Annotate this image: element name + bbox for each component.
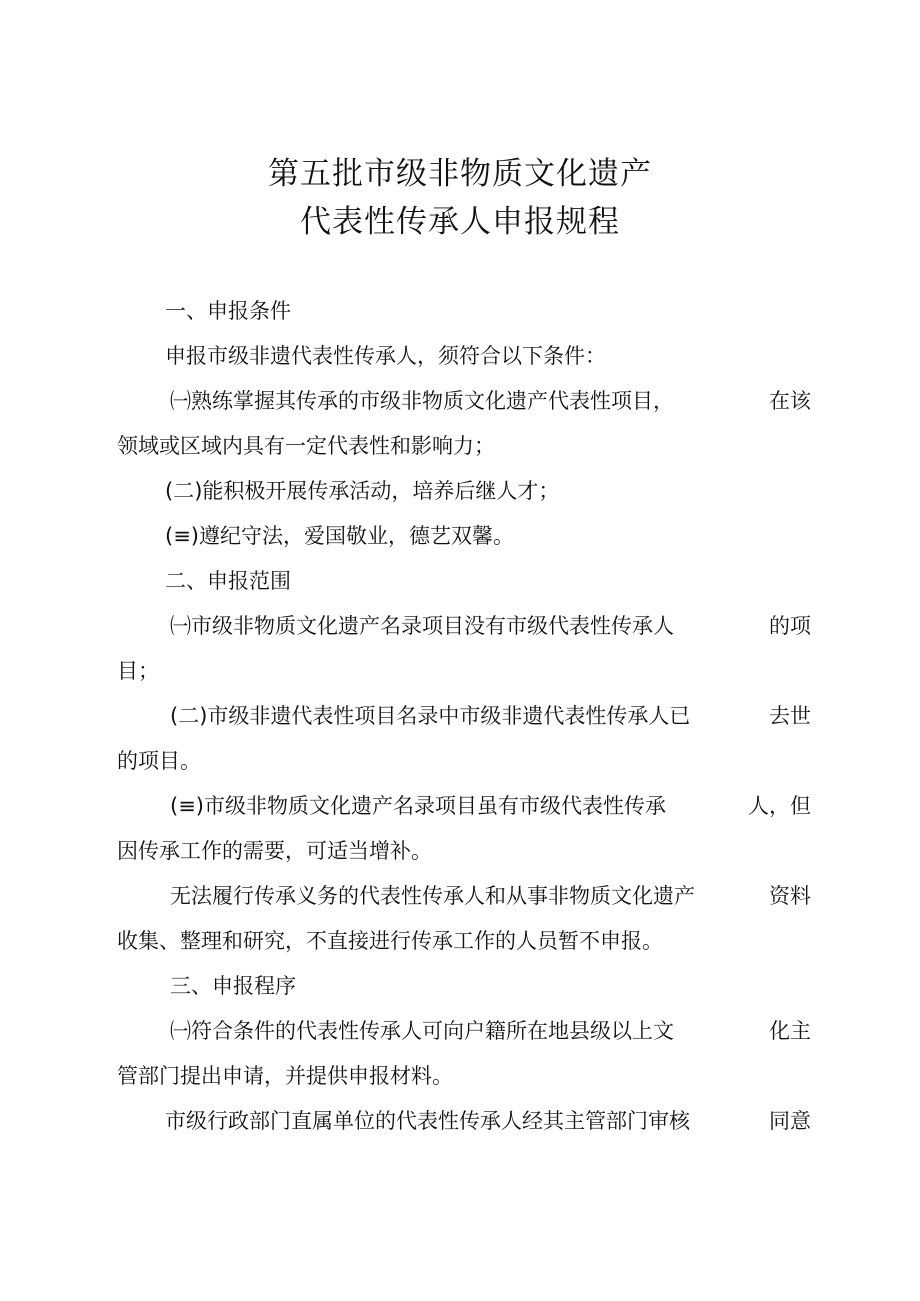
condition-3: (≡)遵纪守法，爱国敬业，德艺双馨。 [165, 524, 514, 548]
scope-2-continuation: 的项目。 [117, 749, 201, 773]
scope-1-text-end: 的项 [769, 614, 811, 638]
condition-1-line [117, 386, 811, 416]
scope-3-text: (≡)市级非物质文化遗产名录项目虽有市级代表性传承 [170, 794, 666, 818]
scope-3-line [117, 791, 811, 821]
procedure-1-text-end: 化主 [769, 1019, 811, 1043]
exclusion-continuation: 收集、整理和研究，不直接进行传承工作的人员暂不申报。 [117, 929, 663, 953]
scope-2-line [117, 701, 811, 731]
paragraph-intro: 申报市级非遗代表性传承人，须符合以下条件： [165, 344, 606, 368]
scope-2-text-end: 去世 [769, 704, 811, 728]
section-heading-scope: 二、申报范围 [165, 569, 291, 593]
scope-1-text: ㈠市级非物质文化遗产名录项目没有市级代表性传承人 [170, 614, 674, 638]
section-heading-procedure: 三、申报程序 [170, 974, 296, 998]
condition-1-continuation: 领域或区域内具有一定代表性和影响力； [117, 434, 495, 458]
scope-2-text: (二)市级非遗代表性项目名录中市级非遗代表性传承人已 [170, 704, 691, 728]
scope-1-line [117, 611, 811, 641]
exclusion-text: 无法履行传承义务的代表性传承人和从事非物质文化遗产 [170, 884, 695, 908]
procedure-2-line [117, 1106, 811, 1136]
scope-3-text-end: 人，但 [748, 794, 811, 818]
document-title-line-1: 第五批市级非物质文化遗产 [268, 156, 652, 192]
document-title-line-2: 代表性传承人申报规程 [300, 204, 620, 240]
exclusion-text-end: 资料 [769, 884, 811, 908]
procedure-1-line [117, 1016, 811, 1046]
scope-3-continuation: 因传承工作的需要，可适当增补。 [117, 839, 432, 863]
condition-1-text: ㈠熟练掌握其传承的市级非物质文化遗产代表性项目， [170, 389, 674, 413]
condition-2: (二)能积极开展传承活动，培养后继人才； [165, 479, 560, 503]
section-heading-conditions: 一、申报条件 [165, 299, 291, 323]
procedure-2-text-end: 同意 [769, 1109, 811, 1133]
procedure-1-text: ㈠符合条件的代表性传承人可向户籍所在地县级以上文 [170, 1019, 674, 1043]
scope-1-continuation: 目； [117, 659, 159, 683]
condition-1-text-end: 在该 [769, 389, 811, 413]
exclusion-line [117, 881, 811, 911]
procedure-1-continuation: 管部门提出申请，并提供申报材料。 [117, 1064, 453, 1088]
procedure-2-text: 市级行政部门直属单位的代表性传承人经其主管部门审核 [165, 1109, 690, 1133]
